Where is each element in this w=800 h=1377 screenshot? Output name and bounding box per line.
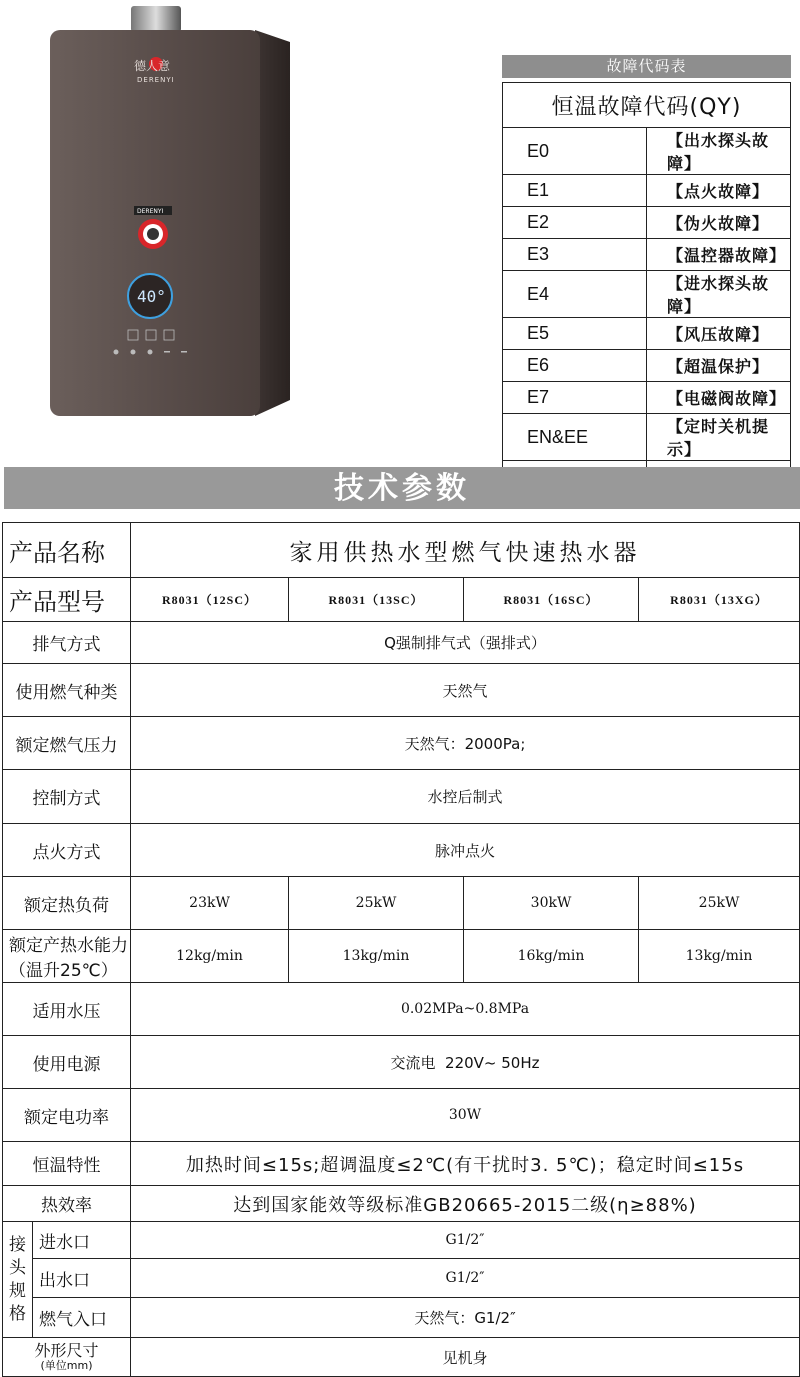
model-cell: R8031（13SC） bbox=[289, 578, 464, 622]
connector-label: 出水口 bbox=[33, 1259, 131, 1298]
fault-code: E7 bbox=[503, 382, 647, 414]
display-temp-text: 40° bbox=[137, 287, 166, 306]
table-row bbox=[503, 350, 791, 382]
fault-code-table-header: 故障代码表 bbox=[502, 55, 791, 78]
water-pressure-value: 0.02MPa~0.8MPa bbox=[131, 983, 800, 1036]
rated-power-label: 额定电功率 bbox=[3, 1089, 131, 1142]
hot-water-label: 额定产热水能力（温升25℃） bbox=[3, 930, 131, 983]
hot-water-cell: 16kg/min bbox=[464, 930, 639, 983]
fault-desc: 【定时关机提示】 bbox=[647, 414, 791, 461]
spec-section-title: 技术参数 bbox=[4, 467, 800, 509]
table-row bbox=[3, 1036, 800, 1089]
heat-load-label: 额定热负荷 bbox=[3, 877, 131, 930]
connector-label: 进水口 bbox=[33, 1222, 131, 1259]
hot-water-cell: 13kg/min bbox=[289, 930, 464, 983]
table-row bbox=[3, 578, 800, 622]
product-name-label: 产品名称 bbox=[3, 523, 131, 578]
efficiency-label: 热效率 bbox=[3, 1186, 131, 1222]
table-row bbox=[3, 717, 800, 770]
dimension-value: 见机身 bbox=[131, 1338, 800, 1377]
fault-desc: 【温控器故障】 bbox=[647, 239, 791, 271]
fault-code: E1 bbox=[503, 175, 647, 207]
table-row bbox=[503, 239, 791, 271]
table-row bbox=[3, 664, 800, 717]
table-row bbox=[3, 824, 800, 877]
fault-desc: 【风压故障】 bbox=[647, 318, 791, 350]
model-label: 产品型号 bbox=[3, 578, 131, 622]
panel-brand-text: DERENYI bbox=[137, 208, 164, 215]
connector-value: G1/2″ bbox=[131, 1259, 800, 1298]
fault-code: E0 bbox=[503, 128, 647, 175]
dimension-unit: (单位mm) bbox=[40, 1359, 93, 1372]
heat-load-cell: 25kW bbox=[639, 877, 800, 930]
exhaust-label: 排气方式 bbox=[3, 622, 131, 664]
dimension-label: 外形尺寸 bbox=[34, 1341, 99, 1360]
model-cell: R8031（16SC） bbox=[464, 578, 639, 622]
gas-pressure-value: 天然气：2000Pa; bbox=[131, 717, 800, 770]
table-row bbox=[3, 1089, 800, 1142]
fault-desc: 【进水探头故障】 bbox=[647, 271, 791, 318]
fault-code-table bbox=[502, 82, 791, 493]
table-row bbox=[3, 523, 800, 578]
fault-desc: 【超温保护】 bbox=[647, 350, 791, 382]
fault-desc: 【电磁阀故障】 bbox=[647, 382, 791, 414]
table-row bbox=[3, 1298, 800, 1338]
thermo-value: 加热时间≤15s;超调温度≤2℃(有干扰时3. 5℃)；稳定时间≤15s bbox=[131, 1142, 800, 1186]
fault-code: E2 bbox=[503, 207, 647, 239]
spec-table bbox=[2, 522, 800, 1377]
dimension-label-cell bbox=[3, 1338, 131, 1377]
fault-code: E4 bbox=[503, 271, 647, 318]
fault-desc: 【伪火故障】 bbox=[647, 207, 791, 239]
power-label: 使用电源 bbox=[3, 1036, 131, 1089]
fault-desc: 【点火故障】 bbox=[647, 175, 791, 207]
table-row bbox=[503, 175, 791, 207]
table-row bbox=[3, 1186, 800, 1222]
fault-code: EN&EE bbox=[503, 414, 647, 461]
table-row bbox=[3, 930, 800, 983]
heat-load-cell: 25kW bbox=[289, 877, 464, 930]
table-row bbox=[503, 382, 791, 414]
connector-value: 天然气：G1/2″ bbox=[131, 1298, 800, 1338]
gas-type-value: 天然气 bbox=[131, 664, 800, 717]
brand-logo bbox=[134, 57, 175, 84]
ignition-value: 脉冲点火 bbox=[131, 824, 800, 877]
water-heater-image bbox=[0, 0, 330, 430]
gas-pressure-label: 额定燃气压力 bbox=[3, 717, 131, 770]
brand-en-text: DERENYI bbox=[137, 76, 175, 84]
connector-value: G1/2″ bbox=[131, 1222, 800, 1259]
connector-group-label: 接头规格 bbox=[3, 1222, 33, 1338]
model-cell: R8031（12SC） bbox=[131, 578, 289, 622]
fault-desc: 【出水探头故障】 bbox=[647, 128, 791, 175]
table-row bbox=[503, 318, 791, 350]
table-row bbox=[3, 1338, 800, 1377]
table-row bbox=[3, 1259, 800, 1298]
table-row bbox=[503, 414, 791, 461]
table-row bbox=[3, 770, 800, 824]
brand-cn-text: 德人意 bbox=[134, 59, 171, 73]
heat-load-cell: 30kW bbox=[464, 877, 639, 930]
model-cell: R8031（13XG） bbox=[639, 578, 800, 622]
thermo-label: 恒温特性 bbox=[3, 1142, 131, 1186]
fault-table-title: 恒温故障代码(QY) bbox=[503, 83, 791, 128]
power-value: 交流电 220V~ 50Hz bbox=[131, 1036, 800, 1089]
exhaust-value: Q强制排气式（强排式） bbox=[131, 622, 800, 664]
heat-load-cell: 23kW bbox=[131, 877, 289, 930]
control-label: 控制方式 bbox=[3, 770, 131, 824]
gas-type-label: 使用燃气种类 bbox=[3, 664, 131, 717]
table-row bbox=[3, 983, 800, 1036]
table-row bbox=[3, 1142, 800, 1186]
efficiency-value: 达到国家能效等级标准GB20665-2015二级(η≥88%) bbox=[131, 1186, 800, 1222]
table-row bbox=[3, 877, 800, 930]
table-row bbox=[3, 1222, 800, 1259]
fault-code: E5 bbox=[503, 318, 647, 350]
fault-code: E6 bbox=[503, 350, 647, 382]
connector-label: 燃气入口 bbox=[33, 1298, 131, 1338]
water-pressure-label: 适用水压 bbox=[3, 983, 131, 1036]
rated-power-value: 30W bbox=[131, 1089, 800, 1142]
table-row bbox=[503, 128, 791, 175]
fault-code: E3 bbox=[503, 239, 647, 271]
product-name-value: 家用供热水型燃气快速热水器 bbox=[131, 523, 800, 578]
table-row bbox=[3, 622, 800, 664]
ignition-label: 点火方式 bbox=[3, 824, 131, 877]
hot-water-cell: 13kg/min bbox=[639, 930, 800, 983]
control-value: 水控后制式 bbox=[131, 770, 800, 824]
hot-water-cell: 12kg/min bbox=[131, 930, 289, 983]
table-row bbox=[503, 271, 791, 318]
table-row bbox=[503, 207, 791, 239]
